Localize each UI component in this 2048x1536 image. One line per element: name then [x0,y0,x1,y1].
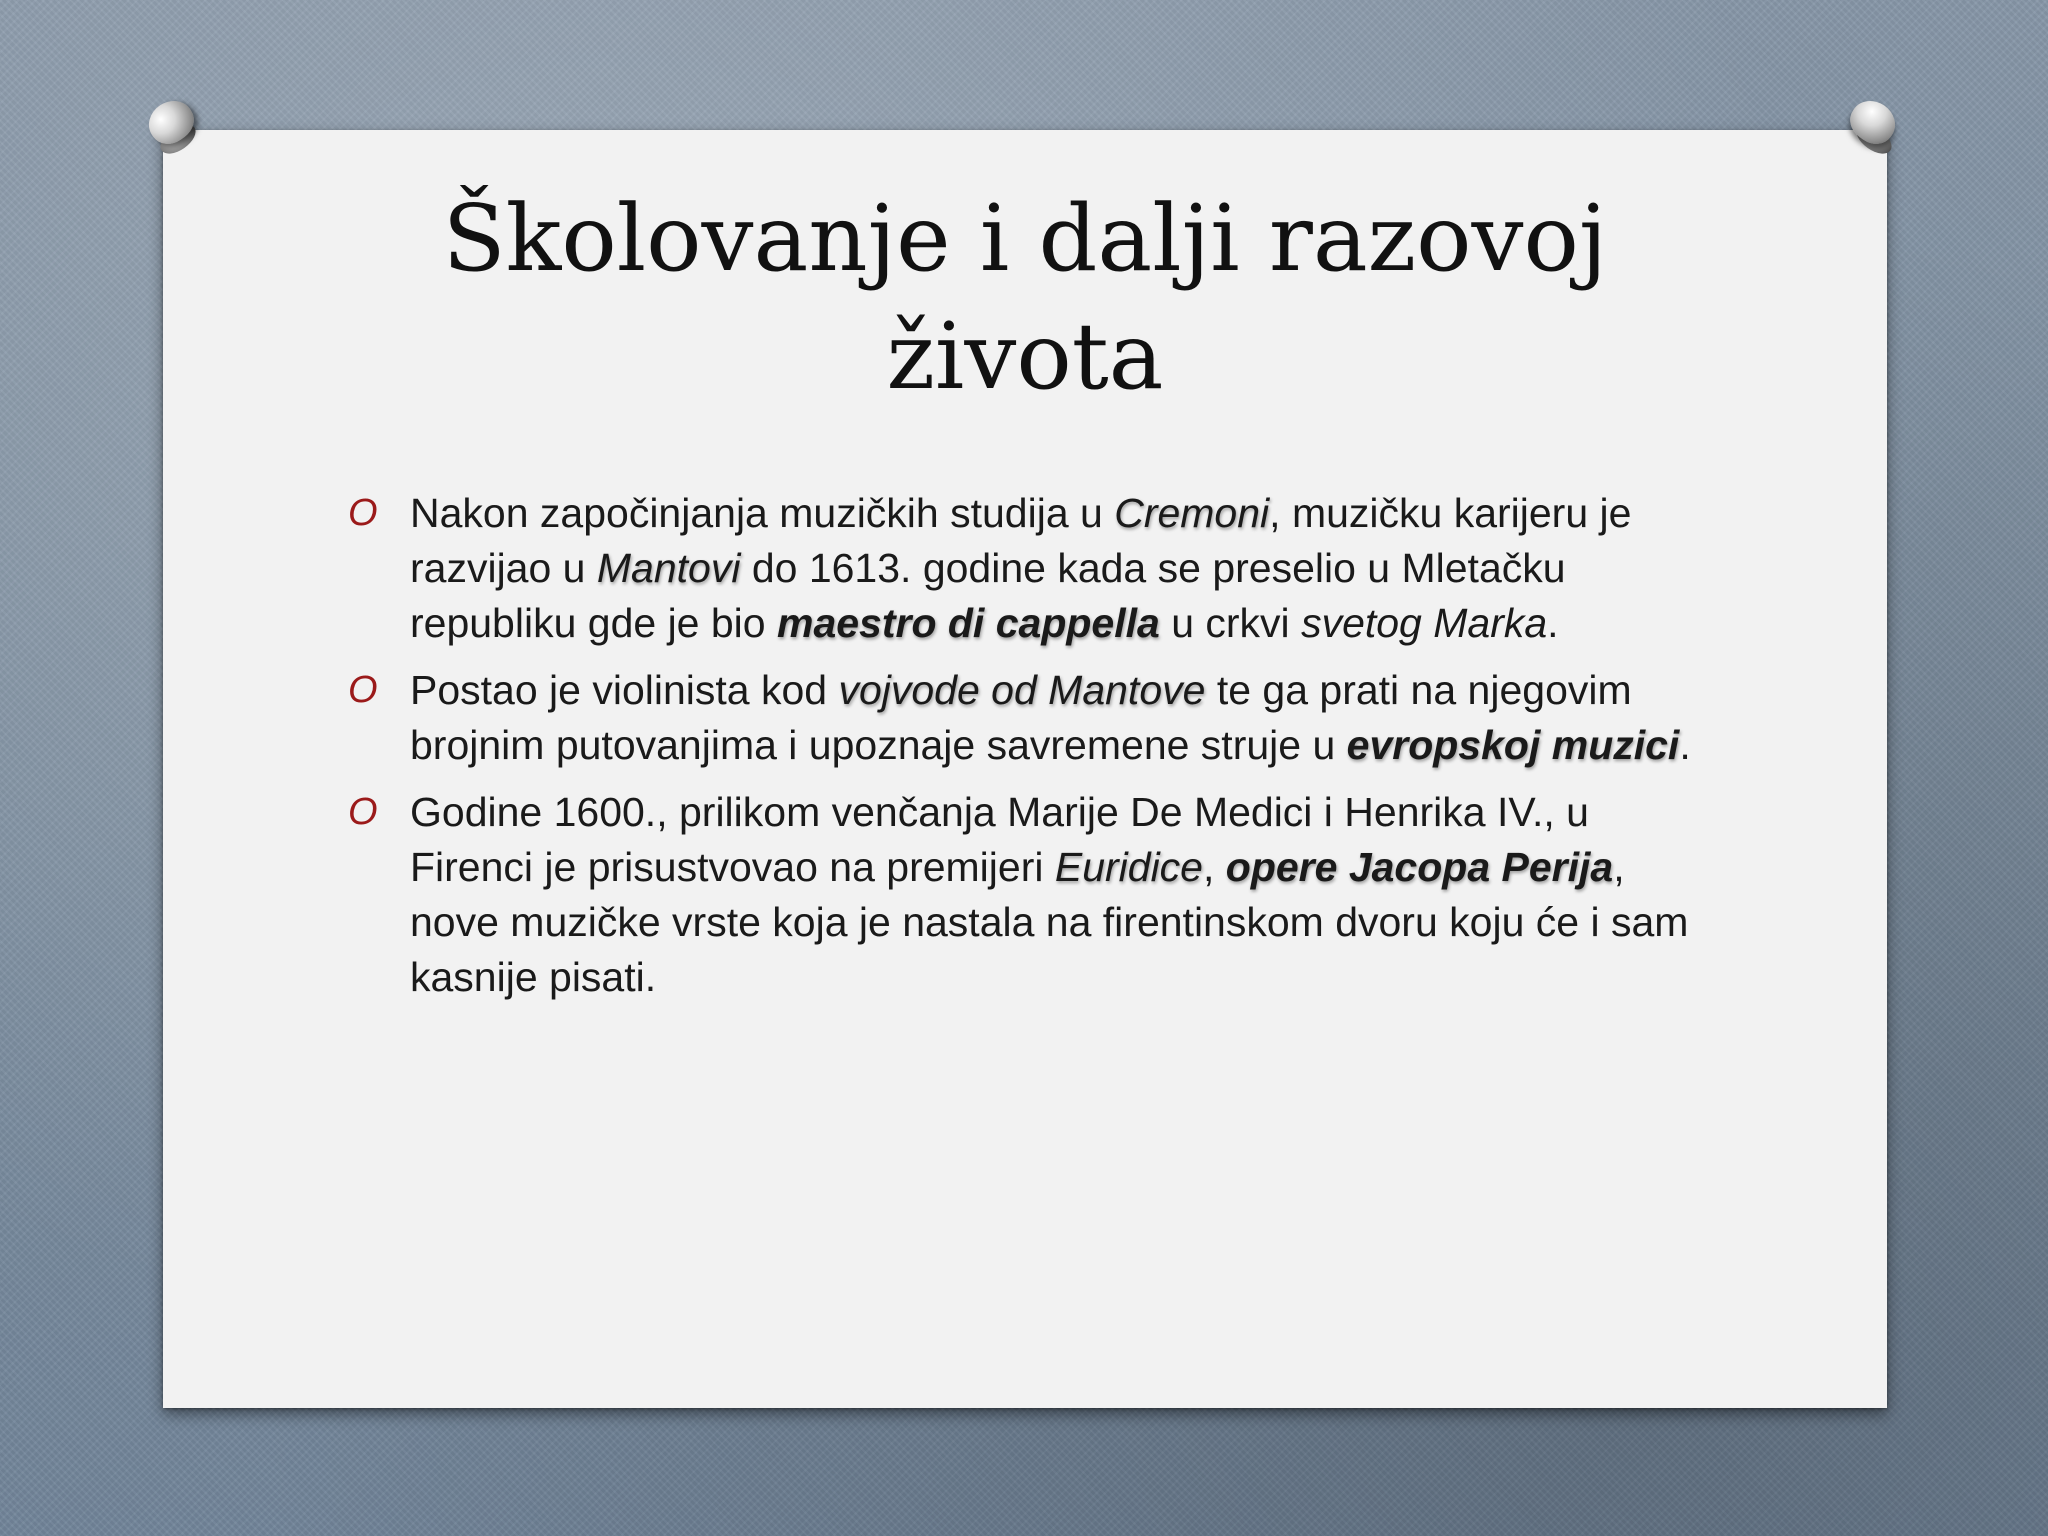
bullet-text: te ga prati na njegovim brojnim putovanjima i upoznaje savremene struje u [410,667,1632,768]
push-pin-icon [140,88,210,158]
strong-emphasis-text: maestro di cappella [776,600,1160,646]
emphasis-text: Euridice [1054,844,1203,890]
bullet-text: , nove muzičke vrste koja je nastala na firentinskom dvoru koju će i sam kasnije pisati. [410,844,1689,1000]
title-line-1: Školovanje i dalji razovoj [442,185,1608,292]
slide-title [163,180,1887,416]
bullet-item [348,486,1710,651]
bullet-marker: O [348,669,378,711]
bullet-marker: O [348,492,378,534]
bullet-text: Postao je violinista kod [410,667,839,713]
bullet-item [348,785,1710,1005]
bullet-text: , [1202,844,1226,890]
bullet-marker: O [348,791,378,833]
bullet-item [348,663,1710,773]
bullet-text: . [1547,600,1559,646]
bullet-text: do 1613. godine kada se preselio u Mletačku republiku gde je bio [410,545,1566,646]
emphasis-text: Cremoni [1114,490,1270,536]
bullet-text: , muzičku karijeru je razvijao u [410,490,1632,591]
italic-text: svetog Marka [1301,600,1548,646]
strong-emphasis-text: opere Jacopa Perija [1225,844,1614,890]
emphasis-text: vojvode od Mantove [838,667,1206,713]
bullet-text: Nakon započinjanja muzičkih studija u [410,490,1115,536]
bullet-text: Godine 1600., prilikom venčanja Marije De Medici i Henrika IV., u Firenci je prisustvovao na premijeri [410,789,1589,890]
push-pin-icon [1842,88,1912,158]
strong-emphasis-text: evropskoj muzici [1346,722,1680,768]
bullet-list [348,486,1710,1017]
title-line-2: života [886,303,1164,410]
emphasis-text: Mantovi [596,545,741,591]
bullet-text: . [1679,722,1691,768]
bullet-text: u crkvi [1159,600,1302,646]
